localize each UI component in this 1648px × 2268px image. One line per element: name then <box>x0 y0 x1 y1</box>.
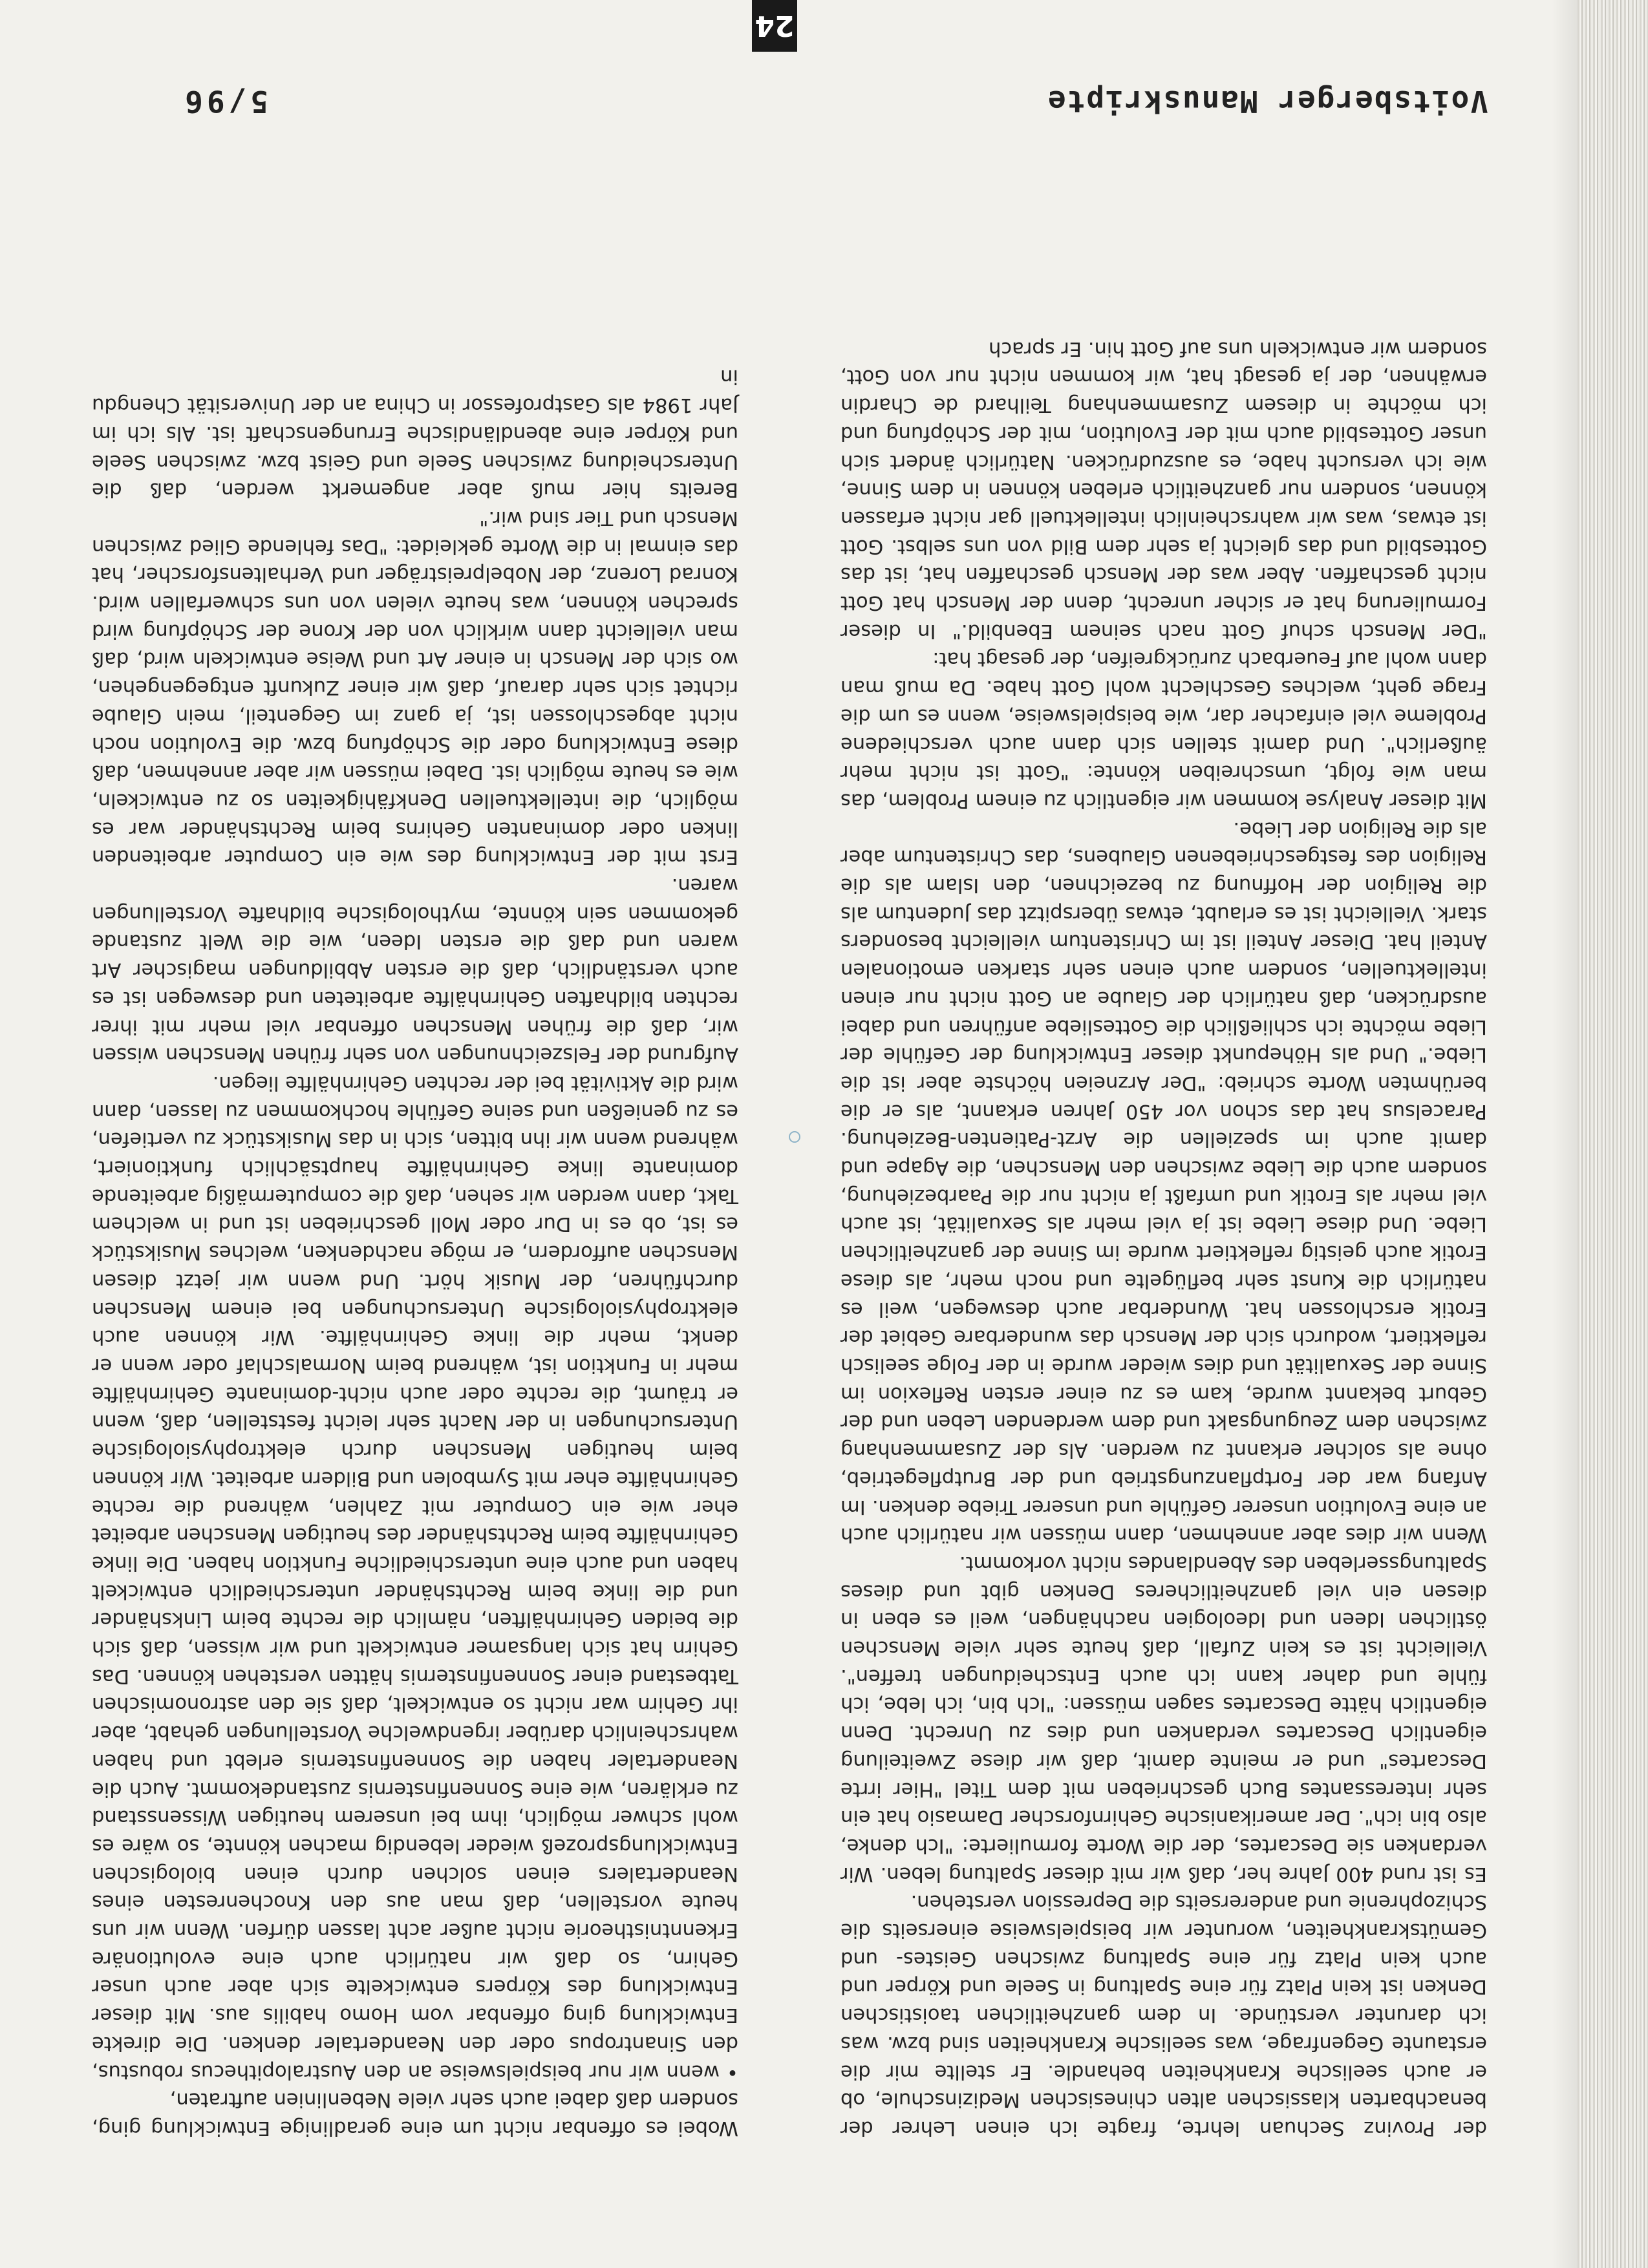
paragraph: Es ist rund 400 Jahre her, daß wir mit dieser Spaltung leben. Wir verdanken sie Descartes, der die Worte formulierte: "Ich denke, also bin ich". Der amerikanische Gehirnforscher Damasio hat ein sehr interessantes Buch geschrieben mit dem Titel "Hier irrte Descartes" und er meinte damit, daß wir diese Zweiteilung eigentlich Descartes verdanken und dies zu Unrecht. Denn eigentlich hätte Descartes sagen müssen: "Ich bin, ich lebe, ich fühle und daher kann ich auch Entscheidungen treffen". Vielleicht ist es kein Zufall, daß heute sehr viele Menschen östlichen Ideen und Ideologien nachhängen, weil es eben in diesen ein viel ganzheitlicheres Denken gibt und dieses Spaltungsserleben des Abendlandes nicht vorkommt. <box>840 1551 1487 1885</box>
paragraph: Wobei es offenbar nicht um eine geradlinige Entwicklung ging, sondern daß dabei auch sehr viele Nebenlinien auftraten, <box>92 2088 738 2139</box>
page-number: 24 <box>752 0 797 52</box>
paragraph: Erst mit der Entwicklung des wie ein Computer arbeitenden linken oder dominanten Gehirns beim Rechtshänder war es möglich, die intellektuellen Denkfähigkeiten so zu entwickeln, wie es heute möglich ist. Dabei müssen wir aber annehmen, daß diese Entwicklung oder die Schöpfung bzw. die Evolution noch nicht abgeschlossen ist, ja ganz im Gegenteil, mein Glaube richtet sich sehr darauf, daß wir einer Zukunft entgegengehen, wo sich der Mensch in einer Art und Weise entwickeln wird, daß man vielleicht dann wirklich von der Krone der Schöpfung wird sprechen können, was heute vielen von uns schwerfallen wird. Konrad Lorenz, der Nobelpreisträger und Verhaltensforscher, hat das einmal in die Worte gekleidet: "Das fehlende Glied zwischen Mensch und Tier sind wir." <box>92 506 738 869</box>
journal-title: Voitsberger Manuskripte <box>1047 84 1488 119</box>
issue-number: 5/96 <box>181 84 268 119</box>
text-column-right <box>840 334 1487 2142</box>
paragraph: Aufgrund der Felszeichnungen von sehr frühen Menschen wissen wir, daß die frühen Menschen offenbar viel mehr mit ihrer rechten bildhaften Gehirnhälfte arbeiteten und deswegen ist es auch verständlich, daß die ersten Abbildungen magischer Art waren und daß die ersten Ideen, wie die Welt zustande gekommen sein könnte, mythologische bildhafte Vorstellungen waren. <box>92 874 738 1066</box>
paragraph: • wenn wir nur beispielsweise an den Australopithecus robustus, den Sinantropus oder den Neandertaler denken. Die direkte Entwicklung ging offenbar vom Homo habilis aus. Mit dieser Entwicklung des Körpers entwickelte sich aber auch unser Gehirn, so daß wir natürlich auch eine evolutionäre Erkenntnistheorie nicht außer acht lassen dürfen. Wenn wir uns heute vorstellen, daß man aus den Knochenresten eines Neandertalers einen solchen durch einen biologischen Entwicklungsprozeß wieder lebendig machen könnte, so wäre es wohl schwer möglich, ihm bei unserem heutigen Wissensstand zu erklären, wie eine Sonnenfinsternis zustandekommt. Auch die Neandertaler haben die Sonnenfinsternis erlebt und haben wahrscheinlich darüber irgendwelche Vorstellungen gehabt, aber ihr Gehirn war nicht so entwickelt, daß sie den astronomischen Tatbestand einer Sonnenfinsternis hätten verstehen können. Das Gehirn hat sich langsamer entwickelt und wir wissen, daß sich die beiden Gehirnhälften, nämlich die rechte beim Linkshänder und die linke beim Rechtshänder unterschiedlich entwickelt haben und auch eine unterschiedliche Funktion haben. Die linke Gehirnhälfte beim Rechtshänder des heutigen Menschen arbeitet eher wie ein Computer mit Zahlen, während die rechte Gehirnhälfte eher mit Symbolen und Bildern arbeitet. Wir können beim heutigen Menschen durch elektrophysiologische Untersuchungen in der Nacht sehr leicht feststellen, daß, wenn er träumt, die rechte oder auch nicht-dominante Gehirnhälfte mehr in Funktion ist, während beim Normalschlaf oder wenn er denkt, mehr die linke Gehirnhälfte. Wir können auch elektrophysiologische Untersuchungen bei einem Menschen durchführen, der Musik hört. Und wenn wir jetzt diesen Menschen auffordern, er möge nachdenken, welches Musikstück es ist, ob es in Dur oder Moll geschrieben ist und in welchem Takt, dann werden wir sehen, daß die computermäßig arbeitende dominante linke Gehirnhälfte hauptsächlich funktioniert, während wenn wir ihn bitten, sich in das Musikstück zu vertiefen, es zu genießen und seine Gefühle hochkommen zu lassen, dann wird die Aktivität bei der rechten Gehirnhälfte liegen. <box>92 1071 738 2083</box>
paragraph: Mit dieser Analyse kommen wir eigentlich zu einem Problem, das man wie folgt, umschreiben könnte: "Gott ist nicht mehr äußerlich". Und damit stellen sich dann auch verschiedene Probleme viel einfacher dar, wie beispielsweise, wenn es um die Frage geht, welches Geschlecht wohl Gott habe. Da muß man dann wohl auf Feuerbach zurückgreifen, der gesagt hat: <box>840 648 1487 812</box>
paragraph: "Der Mensch schuf Gott nach seinem Ebenbild." In dieser Formulierung hat er sicher unrecht, denn der Mensch hat Gott nicht geschaffen. Aber was der Mensch geschaffen hat, ist das Gottesbild und das gleicht ja sehr dem Bild von uns selbst. Gott ist etwas, was wir wahrscheinlich intellektuell gar nicht erfassen können, sondern nur ganzheitlich erleben können in dem Sinne, wie ich versucht habe, es auszudrücken. Natürlich ändert sich unser Gottesbild auch mit der Evolution, mit der Schöpfung und ich möchte in diesem Zusammenhang Teilhard de Chardin erwähnen, der ja gesagt hat, wir kommen nicht nur von Gott, sondern wir entwickeln uns auf Gott hin. Er sprach <box>840 337 1487 642</box>
page-edge <box>1578 0 1648 2268</box>
text-column-left <box>92 363 738 2142</box>
scan-speck <box>789 1131 800 1143</box>
paragraph: Wenn wir dies aber annehmen, dann müssen wir natürlich auch an eine Evolution unserer Gefühle und unserer Triebe denken. Im Anfang war der Fortpflanzungstrieb und der Brutpflegetrieb, ohne als solcher erkannt zu werden. Als der Zusammenhang zwischen dem Zeugungsakt und dem werdenden Leben und der Geburt bekannt wurde, kam es zu einer ersten Reflexion im Sinne der Sexualität und dies wieder wurde in der Folge seelisch reflektiert, wodurch sich der Mensch das wunderbare Gebiet der Erotik erschlossen hat. Wunderbar auch deswegen, weil es natürlich die Kunst sehr beflügelte und noch mehr, als diese Erotik auch geistig reflektiert wurde im Sinne der ganzheitlichen Liebe. Und diese Liebe ist ja viel mehr als Sexualität, ist auch viel mehr als Erotik und umfaßt ja nicht nur die Paarbeziehung, sondern auch die Liebe zwischen den Menschen, die Agape und damit auch im speziellen die Arzt-Patienten-Beziehung. Paracelsus hat das schon vor 450 Jahren erkannt, als er die berühmten Worte schrieb: "Der Arzneien höchste aber ist die Liebe." Und als Höhepunkt dieser Entwicklung der Gefühle der Liebe möchte ich schließlich die Gottesliebe anführen und dabei ausdrücken, daß natürlich der Glaube an Gott nicht nur einen intellektuellen, sondern auch einen sehr starken emotionalen Anteil hat. Dieser Anteil ist im Christentum vielleicht besonders stark. Vielleicht ist es erlaubt, etwas überspitzt das Judentum als die Religion der Hoffnung zu bezeichnen, den Islam als die Religion des festgeschriebenen Glaubens, das Christentum aber als die Religion der Liebe. <box>840 817 1487 1547</box>
paragraph: Bereits hier muß aber angemerkt werden, daß die Unterscheidung zwischen Seele und Geist bzw. zwischen Seele und Körper eine abendländische Errungenschaft ist. Als ich im Jahr 1984 als Gastprofessor in China an der Universität Chengdu in <box>92 365 738 502</box>
paragraph: der Provinz Sechuan lehrte, fragte ich einen Lehrer der benachbarten klassischen alten chinesischen Medizinschule, ob er auch seelische Krankheiten behandle. Er stellte mir die erstaunte Gegenfrage, was seelische Krankheiten sind bzw. was ich darunter verstünde. In dem ganzheitlichen taoistischen Denken ist kein Platz für eine Spaltung in Seele und Körper und auch kein Platz für eine Spaltung zwischen Geistes- und Gemütskrankheiten, worunter wir beispielsweise einerseits die Schizophrenie und andererseits die Depression verstehen. <box>840 1891 1487 2139</box>
